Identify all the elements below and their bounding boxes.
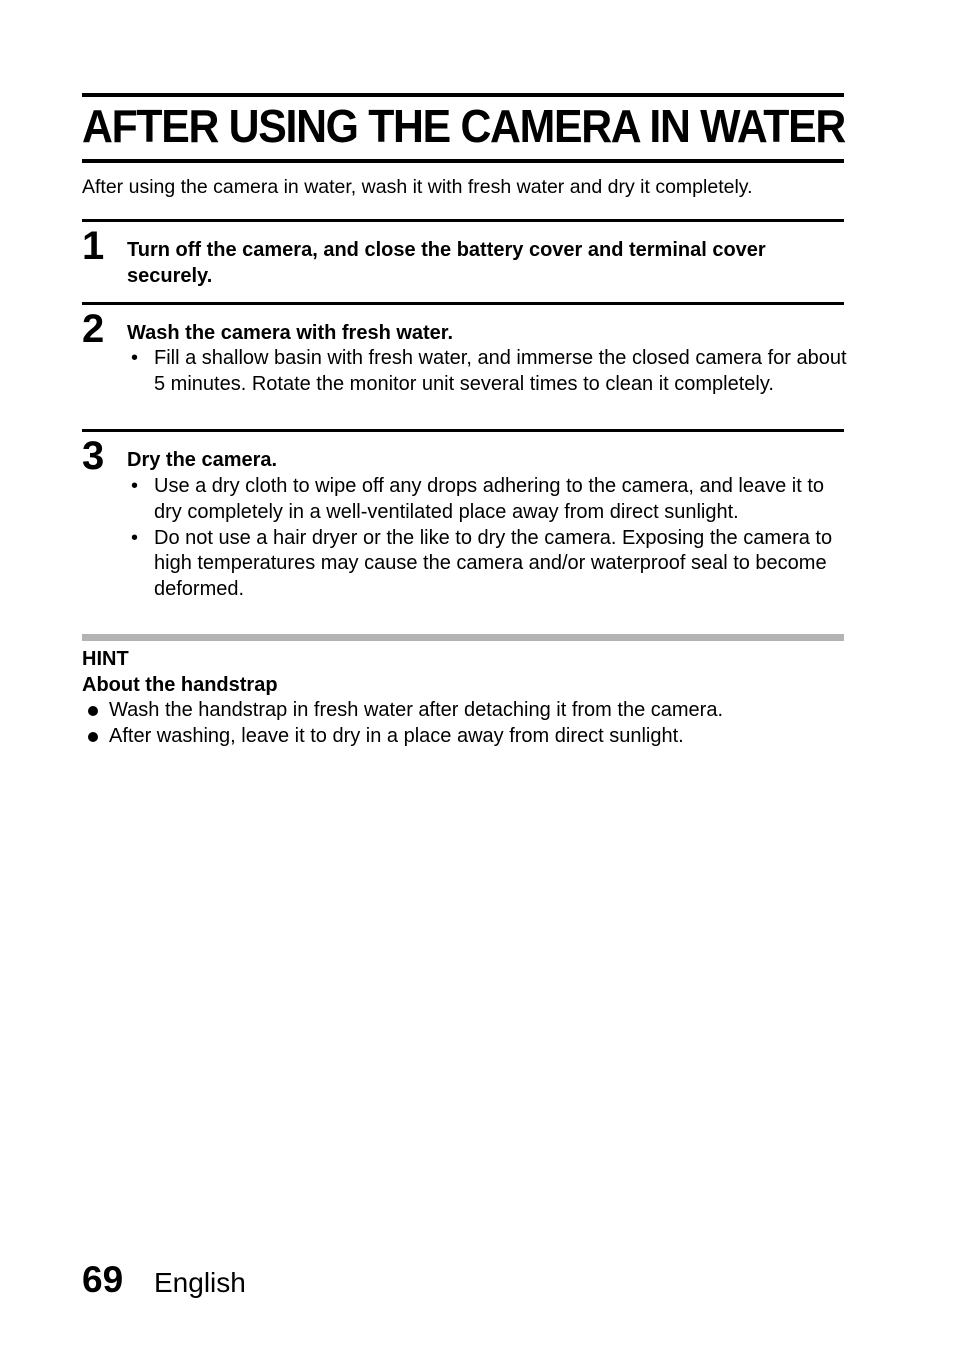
hint-item-text: Wash the handstrap in fresh water after detaching it from the camera. <box>109 699 724 721</box>
hint-rule <box>82 634 844 641</box>
step-2-rule <box>82 302 844 305</box>
bullet-dot-icon <box>88 706 98 716</box>
list-item <box>127 526 847 603</box>
step-3-bullets <box>127 474 847 603</box>
step-2-number: 2 <box>82 307 105 351</box>
bullet-text: Do not use a hair dryer or the like to dry the camera. Exposing the camera to high temperatures may cause the camera and/or waterproof seal to become deformed. <box>154 526 833 601</box>
bullet-dot-icon <box>88 732 98 742</box>
intro-text: After using the camera in water, wash it with fresh water and dry it completely. <box>82 176 753 198</box>
list-item <box>82 697 852 723</box>
step-2-heading: Wash the camera with fresh water. <box>127 322 454 344</box>
page-language: English <box>154 1267 246 1298</box>
page-number: 69 <box>82 1259 124 1300</box>
step-1-rule <box>82 219 844 222</box>
title-top-rule <box>82 93 844 97</box>
step-2-bullets <box>127 346 847 398</box>
page-title: AFTER USING THE CAMERA IN WATER <box>82 100 845 152</box>
hint-subtitle: About the handstrap <box>82 674 278 696</box>
step-3-heading: Dry the camera. <box>127 449 278 471</box>
bullet-mark: • <box>131 347 139 369</box>
step-3-rule <box>82 429 844 432</box>
list-item <box>82 723 852 749</box>
hint-list <box>82 697 852 749</box>
step-1-heading: Turn off the camera, and close the battery cover and terminal cover securely. <box>127 239 766 287</box>
hint-label: HINT <box>82 648 129 670</box>
hint-item-text: After washing, leave it to dry in a place away from direct sunlight. <box>109 725 684 747</box>
bullet-text: Fill a shallow basin with fresh water, and immerse the closed camera for about 5 minutes. Rotate the monitor unit several times to clean it completely. <box>154 347 847 395</box>
bullet-mark: • <box>131 526 139 549</box>
title-bottom-rule <box>82 159 844 163</box>
step-1-number: 1 <box>82 224 105 268</box>
bullet-text: Use a dry cloth to wipe off any drops adhering to the camera, and leave it to dry completely in a well-ventilated place away from direct sunlight. <box>154 475 825 523</box>
step-3-number: 3 <box>82 434 105 478</box>
list-item <box>127 346 847 398</box>
list-item <box>127 474 847 526</box>
bullet-mark: • <box>131 475 139 497</box>
